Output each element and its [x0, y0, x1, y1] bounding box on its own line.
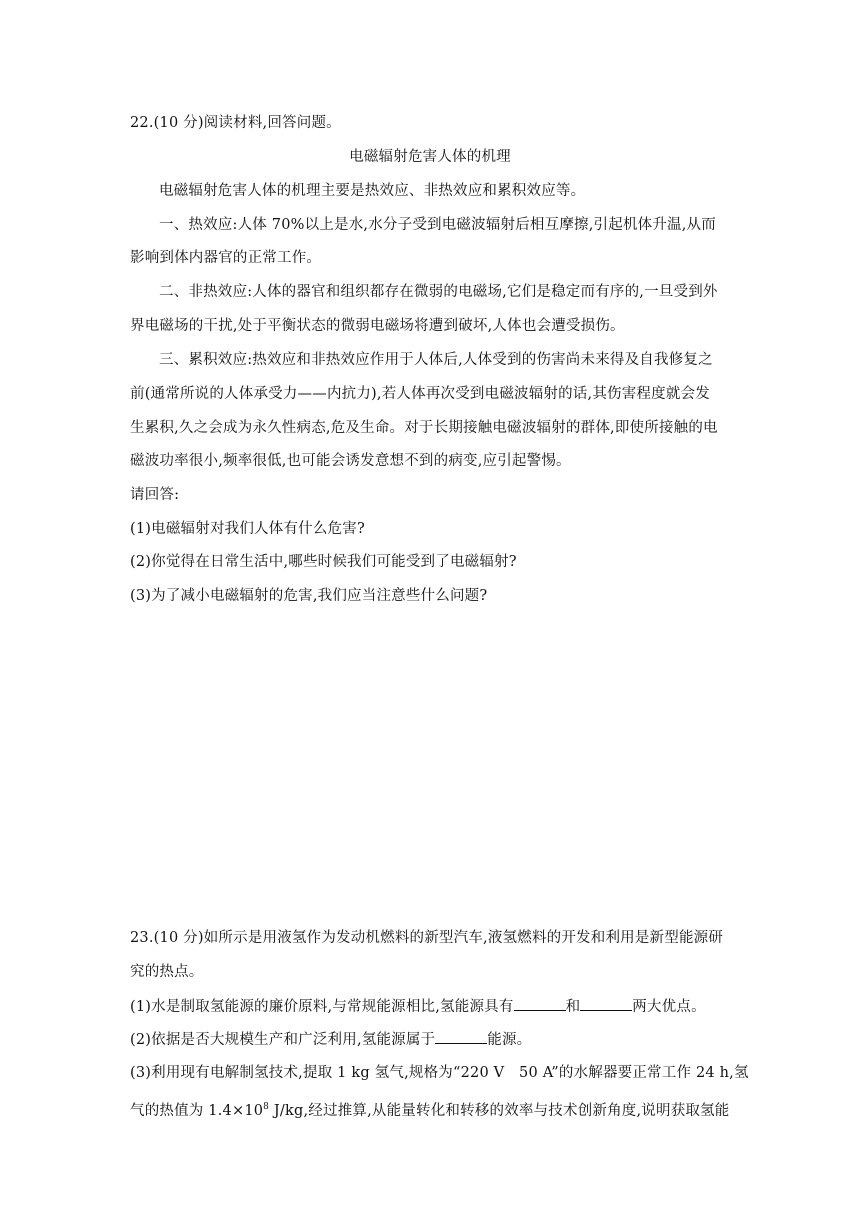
q23-q1-text-c: 两大优点。: [632, 999, 706, 1015]
q23-header-line: 23.(10 分)如所示是用液氢作为发动机燃料的新型汽车,液氢燃料的开发和利用是新型能源研: [130, 930, 724, 946]
q23-question-2: [130, 1029, 730, 1050]
q23-q2-text-b: 能源。: [487, 1032, 532, 1048]
q23-question-1: [130, 996, 730, 1017]
q23-header-line: 究的热点。: [130, 964, 204, 980]
q23-q2-text-a: (2)依据是否大规模生产和广泛利用,氢能源属于: [130, 1032, 436, 1048]
q23-q1-text-a: (1)水是制取氢能源的廉价原料,与常规能源相比,氢能源具有: [130, 999, 514, 1015]
q22-intro: 电磁辐射危害人体的机理主要是热效应、非热效应和累积效应等。: [159, 183, 586, 199]
q22-p2-line: 界电磁场的干扰,处于平衡状态的微弱电磁场将遭到破坏,人体也会遭受损伤。: [130, 318, 625, 334]
q23-q3-text-b: J/kg,经过推算,从能量转化和转移的效率与技术创新角度,说明获取氢能: [269, 1103, 730, 1119]
answer-blank[interactable]: [580, 996, 632, 1011]
q22-prompt: 请回答:: [130, 487, 180, 503]
q22-question-2: (2)你觉得在日常生活中,哪些时候我们可能受到了电磁辐射?: [130, 554, 517, 570]
q22-p3-line: 生累积,久之会成为永久性病态,危及生命。对于长期接触电磁波辐射的群体,即使所接触的电: [130, 420, 718, 436]
q23-question-3-line: [130, 1097, 730, 1121]
answer-blank[interactable]: [435, 1029, 487, 1044]
q22-p3-line: 前(通常所说的人体承受力——内抗力),若人体再次受到电磁波辐射的话,其伤害程度就会发: [130, 386, 710, 402]
q22-p2-line: 二、非热效应:人体的器官和组织都存在微弱的电磁场,它们是稳定而有序的,一旦受到外: [159, 284, 718, 300]
q22-p3-line: 磁波功率很小,频率很低,也可能会诱发意想不到的病变,应引起警惕。: [130, 453, 571, 469]
q22-question-1: (1)电磁辐射对我们人体有什么危害?: [130, 521, 365, 537]
q22-question-3: (3)为了减小电磁辐射的危害,我们应当注意些什么问题?: [130, 588, 488, 604]
q22-p3-line: 三、累积效应:热效应和非热效应作用于人体后,人体受到的伤害尚未来得及自我修复之: [159, 352, 713, 368]
q22-article-title: 电磁辐射危害人体的机理: [349, 149, 511, 165]
answer-blank[interactable]: [514, 996, 566, 1011]
q23-question-3-line: (3)利用现有电解制氢技术,提取 1 kg 氢气,规格为“220 V 50 A”的水解器要正常工作 24 h,氢: [130, 1065, 749, 1081]
q22-header: 22.(10 分)阅读材料,回答问题。: [130, 115, 341, 131]
q22-p1-line: 一、热效应:人体 70%以上是水,水分子受到电磁波辐射后相互摩擦,引起机体升温,从而: [159, 217, 716, 233]
q23-q3-text-a: 气的热值为 1.4×10: [130, 1103, 264, 1119]
q23-q1-text-b: 和: [565, 999, 581, 1015]
exponent: 8: [263, 1102, 270, 1112]
q22-p1-line: 影响到体内器官的正常工作。: [130, 250, 322, 266]
